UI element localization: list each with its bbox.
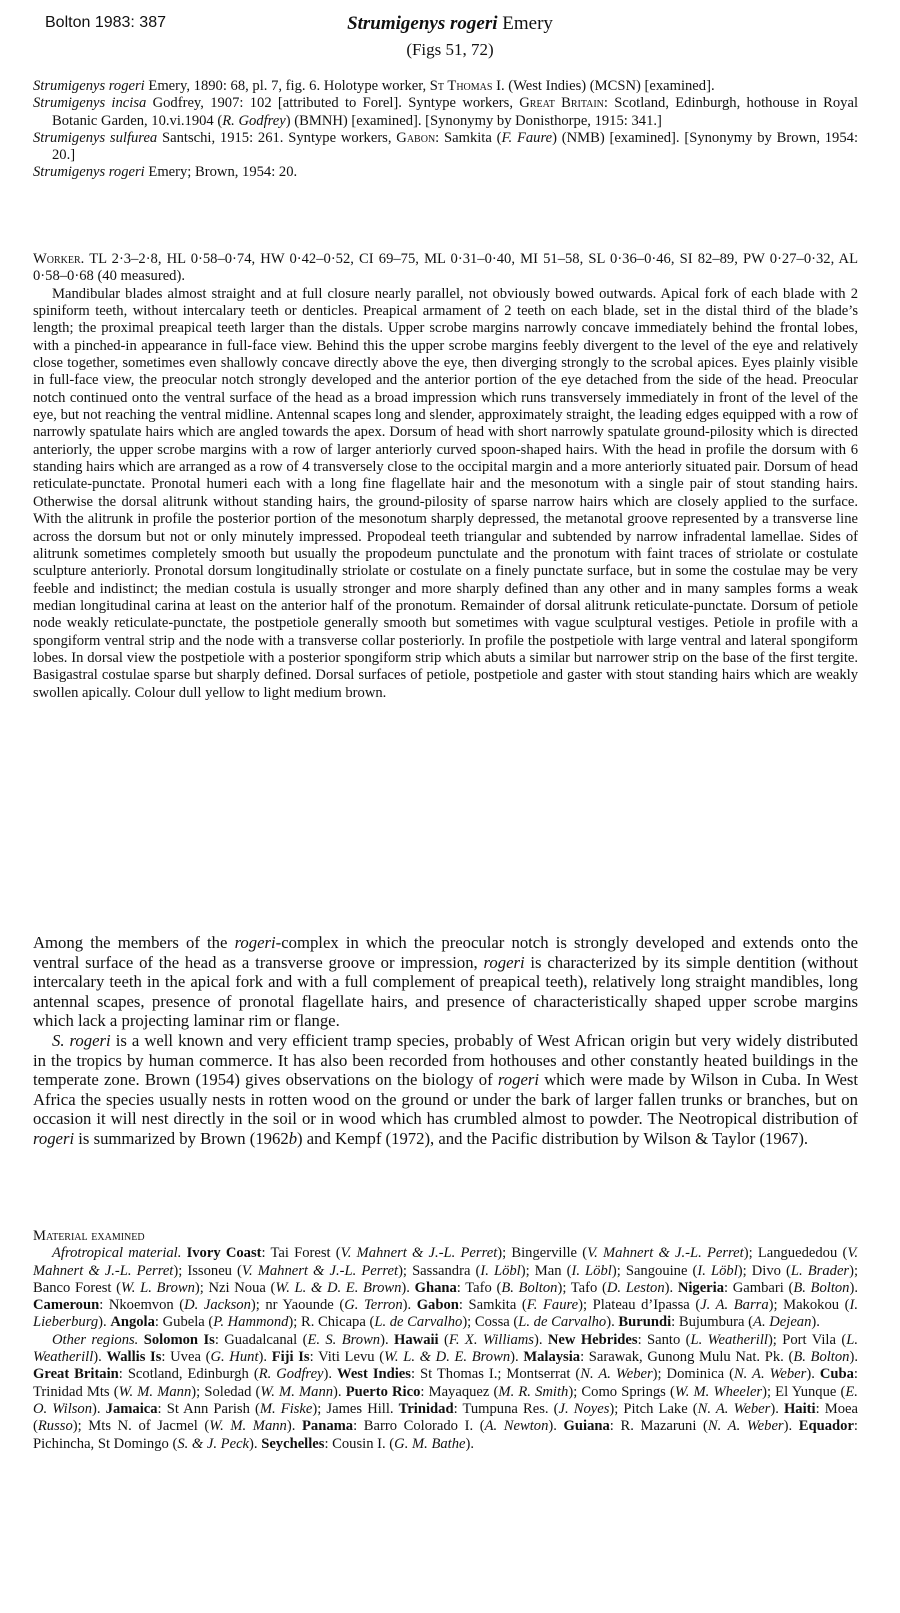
locality-text: : Nkoemvon ( [99, 1297, 185, 1314]
collector-name: M. R. Smith [498, 1383, 569, 1400]
collector-name: B. Bolton [793, 1279, 850, 1296]
synonymy-entry: Strumigenys sulfurea Santschi, 1915: 261. Syntype workers, Gabon: Samkita (F. Faure) (NMB) [examined]. [Synonymy by Brown, 1954: 20.] [33, 129, 859, 164]
locality-text: ). [93, 1349, 107, 1366]
locality-text: : Uvea ( [161, 1349, 211, 1366]
collector-name: I. Löbl [697, 1262, 738, 1279]
collector-name: W. M. Mann [118, 1383, 192, 1400]
locality-text: ). [770, 1400, 784, 1417]
collector-name: L. de Carvalho [518, 1314, 607, 1331]
collector-name: M. Fiske [259, 1400, 313, 1417]
collector-name: J. A. Barra [700, 1297, 769, 1314]
locality-text: ); R. Chicapa ( [288, 1314, 375, 1331]
collector-name: W. M. Mann [260, 1383, 334, 1400]
collector-name: F. Faure [526, 1297, 579, 1314]
collector-name: A. Newton [484, 1418, 549, 1435]
discussion [33, 933, 858, 1149]
collector-name: L. Weatherill [33, 1331, 858, 1366]
collector-name: N. A. Weber [707, 1418, 784, 1435]
worker-description [33, 251, 858, 702]
collector-name: P. Hammond [213, 1314, 289, 1331]
country-name: Hawaii [394, 1331, 439, 1348]
locality-text: ). [401, 1279, 415, 1296]
collector-name: N. A. Weber [580, 1366, 653, 1383]
collector-name: D. Leston [606, 1279, 665, 1296]
locality-text: ); Sangouine ( [611, 1262, 698, 1279]
locality-text: ); Dominica ( [652, 1366, 734, 1383]
locality-text: ). [811, 1314, 820, 1331]
country-name: Wallis Is [106, 1349, 162, 1366]
locality-text: ). [380, 1331, 395, 1348]
locality-text: ); Mts N. of Jacmel ( [72, 1418, 210, 1435]
country-name: Jamaica [105, 1400, 158, 1417]
locality-text: ). [849, 1349, 858, 1366]
afrotropical-material: Afrotropical material. Ivory Coast: Tai Forest (V. Mahnert & J.-L. Perret); Bingerville (V. Mahnert & J.-L. Perret); Languededou (V. Mahnert & J.-L. Perret); Issoneu (V. Mahnert & J.-L. Perret); Sassandra (I. Löbl); Man (I. Löbl); Sangouine (I. Löbl); Divo (L. Brader); Banco Forest (W. L. Brown); Nzi Noua (W. L. & D. E. Brown). Ghana: Tafo (B. Bolton); Tafo (D. Leston). Nigeria: Gambari (B. Bolton). Cameroun: Nkoemvon (D. Jackson); nr Yaounde (G. Terron). Gabon: Samkita (F. Faure); Plateau d’Ipassa (J. A. Barra); Makokou (I. Lieberburg). Angola: Gubela (P. Hammond); R. Chicapa (L. de Carvalho); Cossa (L. de Carvalho). Burundi: Bujumbura (A. Dejean). [33, 1245, 859, 1331]
synonymy-entry: Strumigenys rogeri Emery; Brown, 1954: 20. [33, 164, 298, 181]
locality-text: ). [783, 1418, 799, 1435]
collector-name: V. Mahnert & J.-L. Perret [587, 1245, 744, 1262]
country-name: Solomon Is [143, 1331, 215, 1348]
country-name: Ivory Coast [186, 1245, 262, 1262]
locality-text: : Samkita ( [458, 1297, 527, 1314]
country-name: Guiana [563, 1418, 610, 1435]
locality-text: : Sarawak, Gunong Mulu Nat. Pk. ( [580, 1349, 794, 1366]
locality-text: ); Sassandra ( [398, 1262, 481, 1279]
collector-name: I. Löbl [480, 1262, 521, 1279]
locality-text: ). [333, 1383, 346, 1400]
locality-text: ); Port Vila ( [767, 1331, 847, 1348]
locality-text: ); Plateau d’Ipassa ( [578, 1297, 701, 1314]
locality-text: ); Nzi Noua ( [194, 1279, 276, 1296]
collector-name: N. A. Weber [733, 1366, 807, 1383]
material-examined [33, 1228, 858, 1453]
locality-text: ). [548, 1418, 564, 1435]
locality-text: : Gubela ( [154, 1314, 214, 1331]
locality-text: : Bujumbura ( [671, 1314, 754, 1331]
country-name: Equador [798, 1418, 854, 1435]
country-name: New Hebrides [547, 1331, 638, 1348]
collector-name: V. Mahnert & J.-L. Perret [340, 1245, 498, 1262]
locality-text: ); Makokou ( [768, 1297, 850, 1314]
locality-text: ). [664, 1279, 678, 1296]
collector-name: W. M. Wheeler [674, 1383, 763, 1400]
country-name: Cuba [819, 1366, 854, 1383]
discussion-paragraph: S. rogeri is a well known and very efficient tramp species, probably of West African origin but very widely distributed in the tropics by human commerce. It has also been recorded from hothouses and other constantly heated buildings in the temperate zone. Brown (1954) gives observations on the biology of rogeri which were made by Wilson in Cuba. In West Africa the species usually nests in rotten wood on the ground or under the bark of larger fallen trunks or branches, but on occasion it will nest directly in the soil or in wood which has crumbled almost to powder. The Neotropical distribution of rogeri is summarized by Brown (1962b) and Kempf (1972), and the Pacific distribution by Wilson & Taylor (1967). [33, 1030, 859, 1148]
locality-text: ); Como Springs ( [568, 1383, 675, 1400]
locality-text: : Tafo ( [456, 1279, 502, 1296]
worker-measurements: Worker. TL 2·3–2·8, HL 0·58–0·74, HW 0·42–0·52, CI 69–75, ML 0·31–0·40, MI 51–58, SL 0·36–0·46, SI 82–89, PW 0·27–0·32, AL 0·58–0·68 (40 measured). [33, 251, 859, 285]
country-name: Gabon [416, 1297, 459, 1314]
locality-text: ); James Hill. [312, 1400, 399, 1417]
material-heading: Material examined [33, 1228, 145, 1244]
locality-text: ); El Yunque ( [762, 1383, 846, 1400]
country-name: Panama [302, 1418, 354, 1435]
locality-text: : Tai Forest ( [261, 1245, 341, 1262]
collector-name: D. Jackson [184, 1297, 251, 1314]
locality-text: : Mayaquez ( [420, 1383, 499, 1400]
collector-name: I. Lieberburg [33, 1297, 858, 1331]
country-name: Cameroun [33, 1297, 100, 1314]
country-name: Burundi [618, 1314, 672, 1331]
collector-name: V. Mahnert & J.-L. Perret [33, 1245, 858, 1279]
country-name: Great Britain [33, 1366, 119, 1383]
synonymy-entry: Strumigenys incisa Godfrey, 1907: 102 [attributed to Forel]. Syntype workers, Great Britain: Scotland, Edinburgh, hothouse in Royal Botanic Garden, 10.vi.1904 (R. Godfrey) (BMNH) [examined]. [Synonymy by Donisthorpe, 1915: 341.] [33, 95, 858, 129]
locality-text: ). [849, 1279, 858, 1296]
locality-text: ); Soledad ( [191, 1383, 261, 1400]
collector-name: A. Dejean [753, 1314, 812, 1331]
locality-text: : Viti Levu ( [309, 1349, 385, 1366]
locality-text: ). [286, 1418, 303, 1435]
locality-text: ); Tafo ( [557, 1279, 607, 1296]
locality-text: ); nr Yaounde ( [250, 1297, 345, 1314]
country-name: Puerto Rico [345, 1383, 421, 1400]
collector-name: R. Godfrey [258, 1366, 324, 1383]
country-name: Malaysia [523, 1349, 581, 1366]
collector-name: G. M. Bathe [394, 1435, 466, 1452]
locality-text: : St Thomas I.; Montserrat ( [410, 1366, 581, 1383]
country-name: West Indies [337, 1366, 411, 1383]
country-name: Nigeria [677, 1279, 725, 1296]
collector-name: I. Löbl [571, 1262, 612, 1279]
locality-text: ); Bingerville ( [497, 1245, 588, 1262]
locality-text: ); Issoneu ( [173, 1262, 242, 1279]
collector-name: E. O. Wilson [33, 1383, 858, 1417]
collector-name: G. Hunt [210, 1349, 259, 1366]
other-regions-material: Other regions. Solomon Is: Guadalcanal (E. S. Brown). Hawaii (F. X. Williams). New Hebrides: Santo (L. Weatherill); Port Vila (L. Weatherill). Wallis Is: Uvea (G. Hunt). Fiji Is: Viti Levu (W. L. & D. E. Brown). Malaysia: Sarawak, Gunong Mulu Nat. Pk. (B. Bolton). Great Britain: Scotland, Edinburgh (R. Godfrey). West Indies: St Thomas I.; Montserrat (N. A. Weber); Dominica (N. A. Weber). Cuba: Trinidad Mts (W. M. Mann); Soledad (W. M. Mann). Puerto Rico: Mayaquez (M. R. Smith); Como Springs (W. M. Wheeler); El Yunque (E. O. Wilson). Jamaica: St Ann Parish (M. Fiske); James Hill. Trinidad: Tumpuna Res. (J. Noyes); Pitch Lake (N. A. Weber). Haiti: Moea (Russo); Mts N. of Jacmel (W. M. Mann). Panama: Barro Colorado I. (A. Newton). Guiana: R. Mazaruni (N. A. Weber). Equador: Pichincha, St Domingo (S. & J. Peck). Seychelles: Cousin I. (G. M. Bathe). [33, 1331, 858, 1452]
locality-text: : R. Mazaruni ( [609, 1418, 708, 1435]
locality-text: : Trinidad Mts ( [33, 1366, 858, 1400]
locality-text: ); Man ( [520, 1262, 572, 1279]
collector-name: W. L. Brown [120, 1279, 195, 1296]
collector-name: S. & J. Peck [177, 1435, 250, 1452]
locality-text: ( [438, 1331, 449, 1348]
collector-name: L. Brader [790, 1262, 850, 1279]
locality-text: : Scotland, Edinburgh ( [118, 1366, 259, 1383]
locality-text: ); Pitch Lake ( [609, 1400, 698, 1417]
country-name: Haiti [783, 1400, 816, 1417]
locality-text: ); Divo ( [737, 1262, 791, 1279]
locality-text: : Tumpuna Res. ( [453, 1400, 559, 1417]
locality-text: : Cousin I. ( [324, 1435, 395, 1452]
collector-name: G. Terron [344, 1297, 403, 1314]
locality-text: ). [323, 1366, 338, 1383]
collector-name: E. S. Brown [307, 1331, 381, 1348]
collector-name: W. M. Mann [209, 1418, 287, 1435]
source-citation: Bolton 1983: 387 [45, 14, 166, 31]
synonymy-list [33, 78, 858, 182]
locality-text: : Barro Colorado I. ( [353, 1418, 485, 1435]
locality-text: : Pichincha, St Domingo ( [33, 1418, 858, 1452]
locality-text: ). [533, 1331, 548, 1348]
locality-text: ). [92, 1400, 106, 1417]
locality-text: ). [510, 1349, 524, 1366]
locality-text: ); Cossa ( [462, 1314, 519, 1331]
locality-text: : Santo ( [637, 1331, 691, 1348]
locality-text: ); Languededou ( [743, 1245, 848, 1262]
locality-text: ). [465, 1435, 475, 1452]
locality-text: ). [402, 1297, 417, 1314]
collector-name: W. L. & D. E. Brown [275, 1279, 402, 1296]
species-title [0, 13, 900, 35]
collector-name: L. de Carvalho [374, 1314, 463, 1331]
locality-text: ). [249, 1435, 262, 1452]
figure-reference: (Figs 51, 72) [406, 40, 494, 59]
collector-name: B. Bolton [793, 1349, 850, 1366]
country-name: Seychelles [261, 1435, 325, 1452]
locality-text: : St Ann Parish ( [157, 1400, 260, 1417]
country-name: Ghana [414, 1279, 457, 1296]
synonymy-entry: Strumigenys rogeri Emery, 1890: 68, pl. 7, fig. 6. Holotype worker, St Thomas I. (West Indies) (MCSN) [examined]. [33, 78, 715, 94]
collector-name: Russo [37, 1418, 73, 1435]
locality-text: : Guadalcanal ( [214, 1331, 308, 1348]
locality-text: : Moea ( [33, 1400, 858, 1435]
species-author: Emery [502, 13, 553, 34]
discussion-paragraph: Among the members of the rogeri-complex in which the preocular notch is strongly developed and extends onto the ventral surface of the head as a transverse groove or impression, rogeri is characterized by its simple dentition (without intercalary teeth in the apical fork and with a full complement of preapical teeth), relatively long straight mandibles, long antennal scapes, presence of pronotal flagellate hairs, and presence of characteristically shaped upper scrobe margins which lack a projecting laminar rim or flange. [33, 933, 858, 1031]
country-name: Fiji Is [271, 1349, 310, 1366]
collector-name: J. Noyes [558, 1400, 610, 1417]
locality-text: ). [806, 1366, 820, 1383]
worker-description-text: Mandibular blades almost straight and at full closure nearly parallel, not obviously bowed outwards. Apical fork of each blade with 2 spiniform teeth, without intercalary teeth or denticles. Preapical armament of 2 teeth on each blade, set in the distal third of the blade’s length; the proximal preapical teeth larger than the distals. Upper scrobe margins narrowly concave immediately behind the frontal lobes, with a pinched-in appearance in full-face view. Behind this the upper scrobe margins feebly divergent to the level of the eye and relatively close together, sometimes even shallowly concave directly above the eye, then diverging strongly to the scrobal apices. Eyes plainly visible in full-face view, the preocular notch strongly developed and the anterior portion of the eye detached from the side of the head. Preocular notch continued onto the ventral surface of the head as a broad impression which runs transversely immediately in front of the level of the eye, but not reaching the ventral midline. Antennal scapes long and slender, approximately straight, the leading edges equipped with a row of narrowly spatulate hairs which are angled towards the apex. Dorsum of head with short narrowly spatulate ground-pilosity which is directed anteriorly, the upper scrobe margins with a row of larger anteriorly curved spoon-shaped hairs. With the head in profile the dorsum with 6 standing hairs which are arranged as a row of 4 transversely close to the occipital margin and a more anteriorly situated pair. Dorsum of head reticulate-punctate. Pronotal humeri each with a long fine flagellate hair and the mesonotum with a single pair of stout standing hairs. Otherwise the dorsal alitrunk without standing hairs, the ground-pilosity of sparse narrow hairs which are closely applied to the surface. With the alitrunk in profile the posterior portion of the mesonotum sharply depressed, the metanotal groove represented by a transverse line across the dorsum but not or only minutely impressed. Propodeal teeth triangular and subtended by narrow infradental lamellae. Sides of alitrunk sometimes completely smooth but usually the propodeum punctulate and the pronotum with faint traces of striolate or costulate sculpture anteriorly. Pronotal dorsum longitudinally striolate or costulate on a finely punctate surface, but in some the costulae may be very feeble and indistinct; the median costula is usually stronger and more sharply defined than any other and in many samples forms a weak median longitudinal carina at least on the anterior half of the pronotum. Remainder of dorsal alitrunk reticulate-punctate. Dorsum of petiole node weakly reticulate-punctate, the postpetiole generally smooth but sometimes with vague sculptural vestiges. Petiole in profile with a spongiform ventral strip and the node with a transverse collar posteriorly. In profile the postpetiole with large ventral and lateral spongiform lobes. In dorsal view the postpetiole with a posterior spongiform strip which abuts a similar but narrower strip on the base of the first tergite. Basigastral costulae sparse but sharply defined. Dorsal surfaces of petiole, postpetiole and gaster with stout standing hairs which are weakly swollen apically. Colour dull yellow to light medium brown. [33, 285, 858, 701]
collector-name: N. A. Weber [697, 1400, 771, 1417]
country-name: Angola [110, 1314, 155, 1331]
collector-name: F. X. Williams [448, 1331, 534, 1348]
locality-text: ). [258, 1349, 272, 1366]
species-name: Strumigenys rogeri [347, 13, 498, 34]
country-name: Trinidad [398, 1400, 454, 1417]
collector-name: B. Bolton [501, 1279, 558, 1296]
collector-name: V. Mahnert & J.-L. Perret [241, 1262, 399, 1279]
locality-text: ). [98, 1314, 111, 1331]
locality-text: ); Banco Forest ( [33, 1262, 859, 1296]
collector-name: W. L. & D. E. Brown [384, 1349, 511, 1366]
locality-text: : Gambari ( [724, 1279, 794, 1296]
locality-text: ). [606, 1314, 619, 1331]
collector-name: L. Weatherill [690, 1331, 768, 1348]
